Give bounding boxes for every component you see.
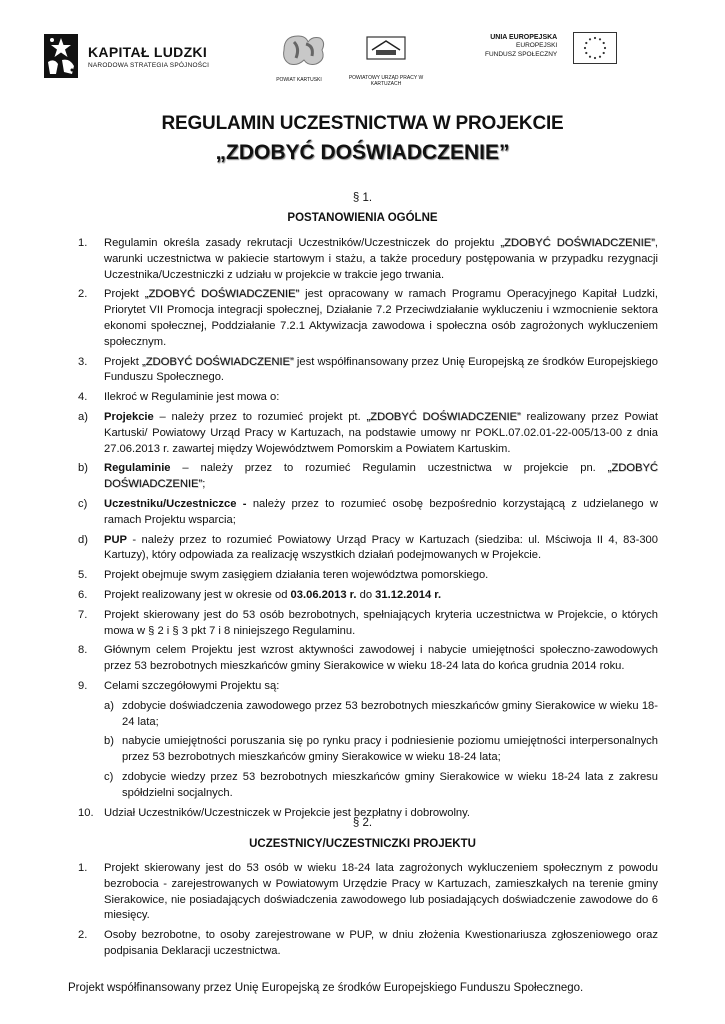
list-item: 3. Projekt „ZDOBYĆ DOŚWIADCZENIE” jest współfinansowany przez Unię Europejską ze środków Europejskiego Funduszu Społecznego.	[78, 355, 658, 384]
section2-list	[78, 861, 658, 964]
list-subitem: b) nabycie umiejętności poruszania się po rynku pracy i podniesienie poziomu umiejętności interpersonalnych przez 53 bezrobotnych mieszkańców gminy Sierakowice w wieku 18-24 lata;	[104, 735, 658, 764]
kapital-ludzki-logo	[42, 32, 209, 80]
list-item: 4. Ilekroć w Regulaminie jest mowa o:	[78, 391, 280, 404]
pup-kartuzy-logo	[348, 36, 424, 87]
list-item: c) Uczestniku/Uczestniczce - należy przez to rozumieć osobę bezpośrednio korzystającą z udzielanego w ramach Projektu wsparcia;	[78, 497, 658, 526]
document-title	[0, 113, 725, 165]
kapital-ludzki-subtitle: NARODOWA STRATEGIA SPÓJNOŚCI	[88, 61, 210, 69]
kapital-ludzki-title: KAPITAŁ LUDZKI	[88, 43, 208, 60]
eu-flag-icon	[573, 32, 617, 64]
eu-title: UNIA EUROPEJSKA	[490, 34, 558, 41]
list-item: 5. Projekt obejmuje swym zasięgiem działania teren województwa pomorskiego.	[78, 569, 489, 582]
header-logos	[0, 22, 725, 100]
eu-logo	[485, 32, 617, 64]
section2-heading: UCZESTNICY/UCZESTNICZKI PROJEKTU	[249, 838, 476, 850]
list-item: 1. Regulamin określa zasady rekrutacji Uczestników/Uczestniczek do projektu „ZDOBYĆ DOŚWIADCZENIE”, warunki uczestnictwa w pakiecie startowym i stażu, a także procedury postępowania w przypadku rezygnacji Uczestnika/Uczestniczki z udziału w projekcie w trakcie jego trwania.	[78, 237, 659, 281]
page-footer: Projekt współfinansowany przez Unię Europejską ze środków Europejskiego Funduszu Społecznego.	[68, 982, 584, 994]
section1-list	[78, 236, 658, 825]
kapital-ludzki-emblem-icon	[42, 32, 80, 80]
powiat-kartuski-logo	[278, 32, 328, 83]
list-subitem: a) zdobycie doświadczenia zawodowego przez 53 bezrobotnych mieszkańców gminy Sierakowice w wieku 18-24 lata;	[104, 699, 658, 728]
list-item: a) Projekcie – należy przez to rozumieć projekt pt. „ZDOBYĆ DOŚWIADCZENIE” realizowany przez Powiat Kartuski/ Powiatowy Urząd Pracy w Kartuzach, na podstawie umowy nr POKL.07.02.01-22-005/13-00 z dnia 27.06.2013 r. zawartej między Województwem Pomorskim a Powiatem Kartuskim.	[78, 410, 659, 455]
list-item: d) PUP - należy przez to rozumieć Powiatowy Urząd Pracy w Kartuzach (siedziba: ul. Mściwoja II 4, 83-300 Kartuzy), który odpowiada za realizację wszystkich działań podejmowanych w Projekcie.	[78, 533, 658, 562]
powiat-kartuski-caption: POWIAT KARTUSKI	[276, 77, 322, 83]
list-item: 6. Projekt realizowany jest w okresie od 03.06.2013 r. do 31.12.2014 r.	[78, 588, 442, 601]
title-line2: „ZDOBYĆ DOŚWIADCZENIE”	[215, 141, 510, 164]
list-subitem: c) zdobycie wiedzy przez 53 bezrobotnych mieszkańców gminy Sierakowice w wieku 18-24 lata z zakresu spółdzielni socjalnych.	[104, 770, 658, 799]
list-item: b) Regulaminie – należy przez to rozumieć Regulamin uczestnictwa w projekcie pn. „ZDOBYĆ DOŚWIADCZENIE”;	[78, 462, 658, 491]
pup-caption: POWIATOWY URZĄD PRACY W KARTUZACH	[348, 75, 424, 87]
eu-line3: FUNDUSZ SPOŁECZNY	[485, 51, 558, 58]
powiat-kartuski-emblem-icon	[278, 32, 328, 68]
list-item: 7. Projekt skierowany jest do 53 osób bezrobotnych, spełniających kryteria uczestnictwa w Projekcie, o których mowa w § 2 i § 3 pkt 7 i 8 niniejszego Regulaminu.	[78, 608, 658, 637]
eu-line2: EUROPEJSKI	[516, 42, 558, 49]
section1-number: § 1.	[352, 192, 373, 204]
pup-emblem-icon	[366, 36, 406, 60]
list-item: 2. Osoby bezrobotne, to osoby zarejestrowane w PUP, w dniu złożenia Kwestionariusza zgłoszeniowego oraz podpisania Deklaracji uczestnictwa.	[78, 929, 658, 957]
list-item: 10. Udział Uczestników/Uczestniczek w Projekcie jest bezpłatny i dobrowolny.	[78, 806, 471, 819]
section2-number: § 2.	[352, 817, 373, 829]
section1-heading: POSTANOWIENIA OGÓLNE	[287, 212, 438, 224]
list-item: 9. Celami szczegółowymi Projektu są:	[78, 679, 280, 692]
list-item: 1. Projekt skierowany jest do 53 osób w wieku 18-24 lata zagrożonych wykluczeniem społecznym z powodu bezrobocia - zarejestrowanych w Powiatowym Urzędzie Pracy w Kartuzach, zamieszkałych na terenie gminy Sierakowice, nie posiadających doświadczenia zawodowego lub posiadających doświadczenie zawodowe do 6 miesięcy.	[78, 862, 658, 922]
list-item: 2. Projekt „ZDOBYĆ DOŚWIADCZENIE” jest opracowany w ramach Programu Operacyjnego Kapitał Ludzki, Priorytet VII Promocja integracji społecznej, Działanie 7.2 Przeciwdziałanie wykluczeniu i wzmocnienie sektora ekonomi społecznej, Poddziałanie 7.2.1 Aktywizacja zawodowa i społeczna osób zagrożonych wykluczeniem społecznym.	[78, 288, 658, 348]
title-line1: REGULAMIN UCZESTNICTWA W PROJEKCIE	[161, 113, 564, 134]
list-item: 8. Głównym celem Projektu jest wzrost aktywności zawodowej i nabycie umiejętności społeczno-zawodowych przez 53 bezrobotnych mieszkańców gminy Sierakowice w wieku 18-24 lata do końca grudnia 2014 roku.	[78, 644, 658, 673]
